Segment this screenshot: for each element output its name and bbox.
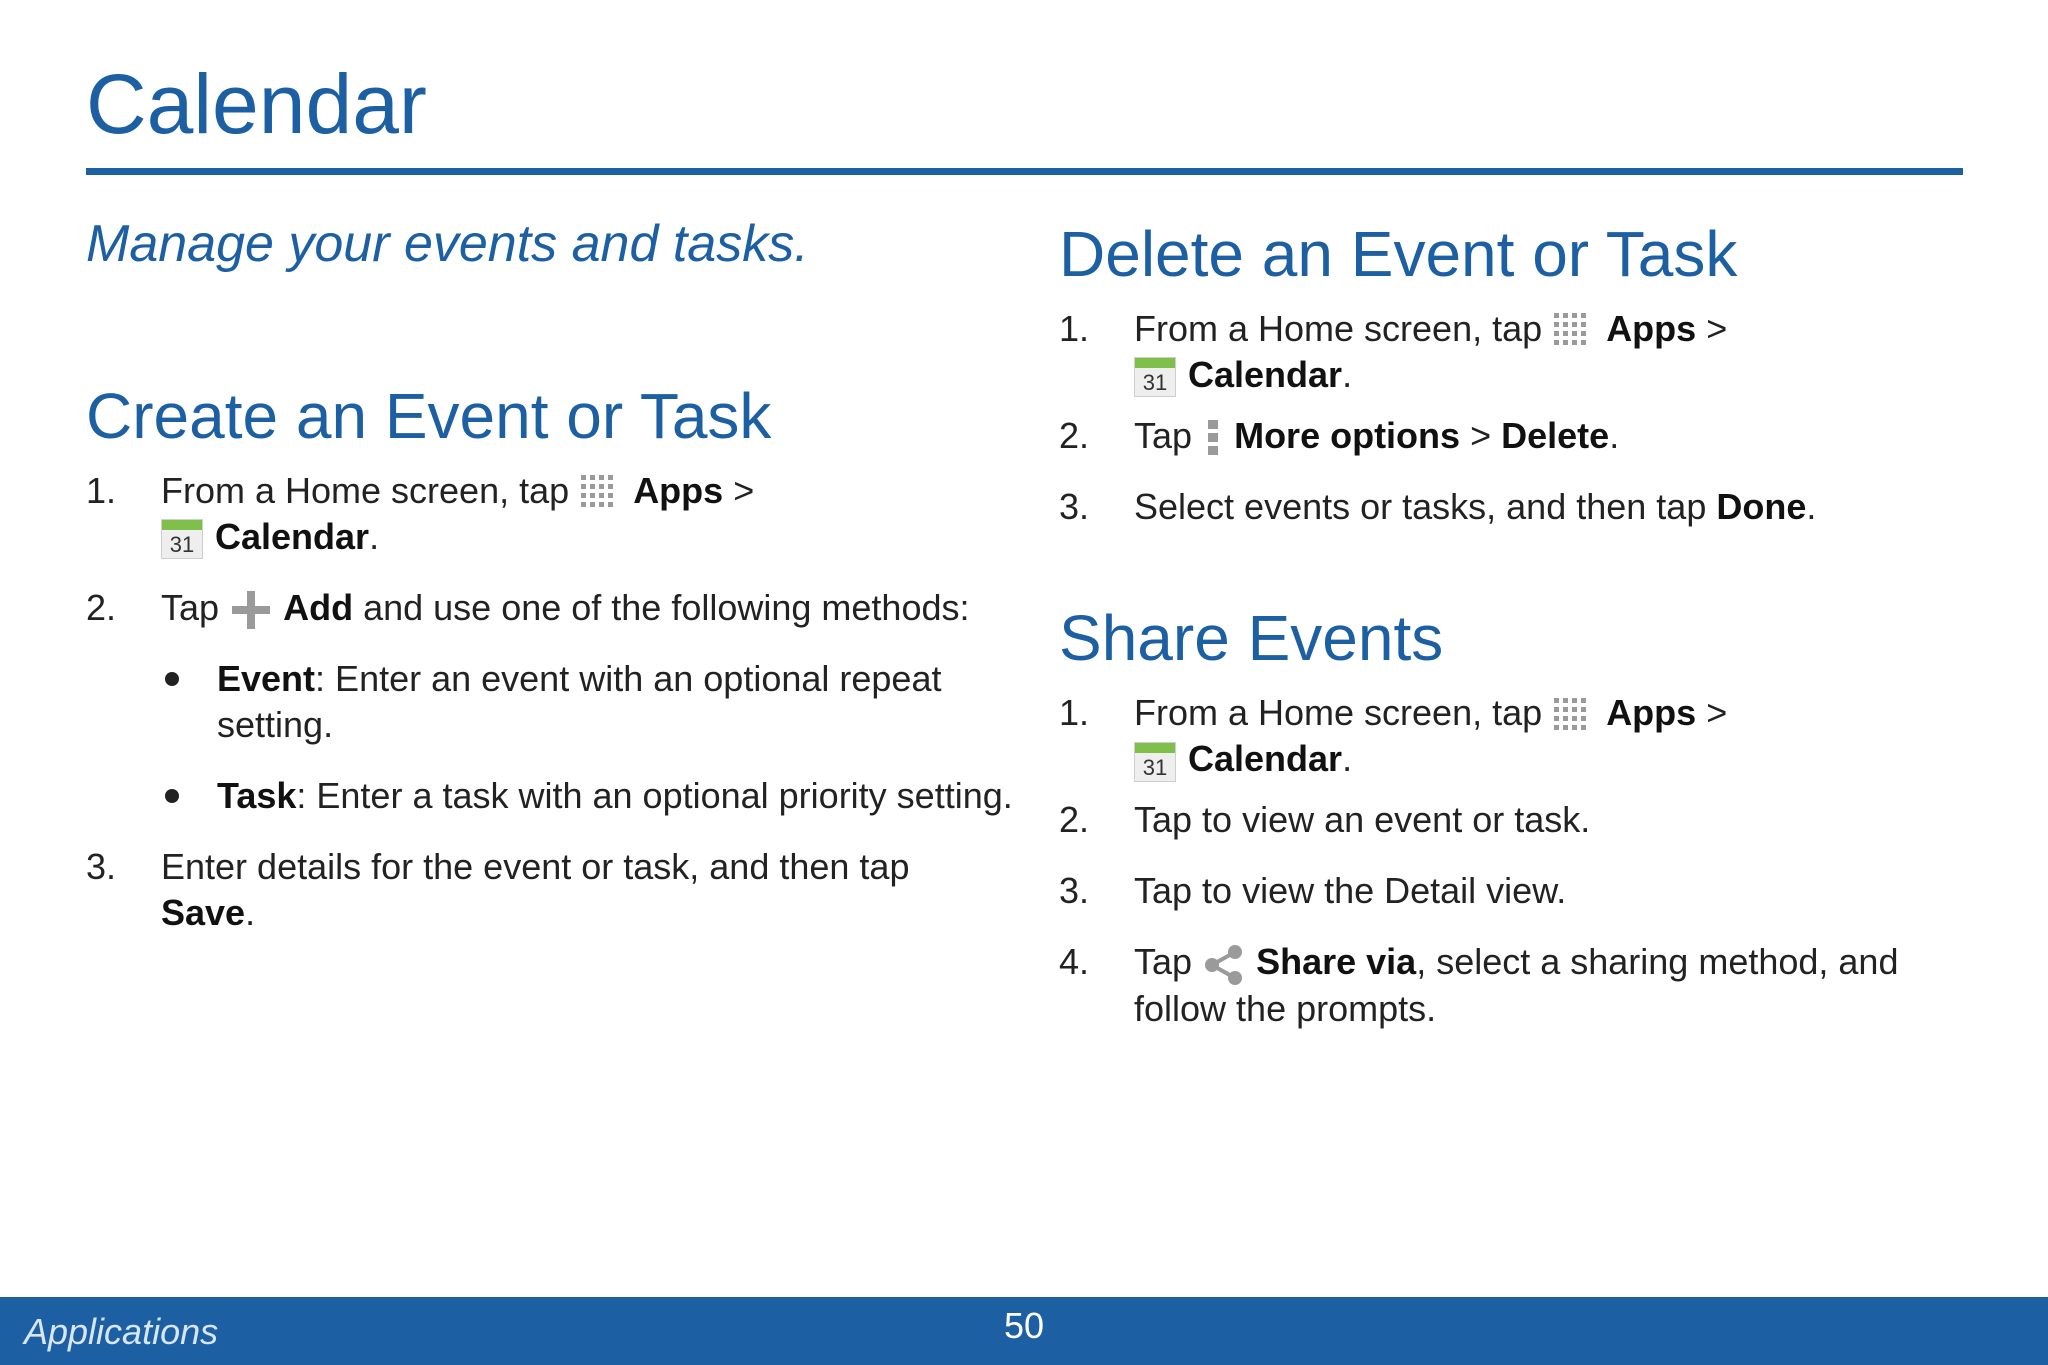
step-number: 3.	[1059, 486, 1090, 528]
create-heading: Create an Event or Task	[86, 380, 772, 452]
calendar-icon: 31	[161, 519, 203, 559]
footer-bar	[0, 1297, 2048, 1365]
share-step-3: 3. Tap to view the Detail view.	[1059, 868, 1959, 914]
done-label: Done	[1716, 486, 1807, 528]
add-label: Add	[283, 587, 354, 628]
share-icon	[1202, 944, 1246, 986]
apps-label: Apps	[633, 470, 724, 511]
step-number: 2.	[1059, 799, 1090, 841]
delete-step-3: 3. Select events or tasks, and then tap Done.	[1059, 484, 1959, 530]
list-item: Event: Enter an event with an optional repeat setting.	[161, 656, 1016, 748]
delete-step-1: 1. From a Home screen, tap Apps > 31 Calendar.	[1059, 308, 1728, 396]
step-number: 1.	[1059, 308, 1090, 349]
title-divider	[86, 168, 1963, 175]
share-via-label: Share via	[1256, 941, 1417, 983]
step-number: 1.	[86, 470, 117, 511]
bullet-dot	[165, 789, 179, 803]
delete-step-2: 2. Tap More options > Delete.	[1059, 413, 1959, 459]
bullet-dot	[165, 672, 179, 686]
page-number: 50	[1003, 1305, 1045, 1346]
right-column	[1059, 210, 1959, 1032]
apps-grid-icon	[1552, 696, 1596, 736]
share-heading: Share Events	[1059, 602, 1444, 675]
create-step-3: 3. Enter details for the event or task, and then tap Save.	[86, 846, 910, 934]
delete-steps	[1059, 306, 1959, 530]
delete-heading: Delete an Event or Task	[1059, 218, 1738, 290]
create-step-2: 2. Tap Add and use one of the following methods: Event: Enter an event with an optional repeat setting. Task: Enter a task with an optional priority setting.	[86, 585, 1016, 819]
step-number: 2.	[1059, 415, 1090, 456]
page-title: Calendar	[86, 57, 427, 151]
tagline: Manage your events and tasks.	[86, 215, 809, 273]
apps-grid-icon	[579, 473, 623, 513]
step-number: 2.	[86, 587, 117, 628]
left-column	[86, 210, 1016, 936]
plus-icon	[229, 589, 273, 631]
apps-label: Apps	[1606, 308, 1697, 349]
save-label: Save	[161, 892, 246, 934]
footer-section-label: Applications	[24, 1311, 219, 1352]
apps-label: Apps	[1606, 692, 1697, 734]
list-item: Task: Enter a task with an optional priority setting.	[161, 773, 1016, 819]
calendar-label: Calendar	[1188, 738, 1343, 780]
create-step-1: 1. From a Home screen, tap Apps > 31 Calendar.	[86, 470, 755, 558]
share-step-1: 1. From a Home screen, tap Apps > 31 Calendar.	[1059, 692, 1728, 780]
step-number: 4.	[1059, 941, 1090, 983]
share-step-4: 4. Tap Share via, select a sharing method, and follow the prompts.	[1059, 941, 1899, 1029]
share-step-2: 2. Tap to view an event or task.	[1059, 797, 1959, 843]
calendar-icon: 31	[1134, 357, 1176, 397]
more-options-label: More options	[1234, 415, 1461, 456]
step-number: 1.	[1059, 692, 1090, 734]
delete-label: Delete	[1501, 415, 1610, 456]
create-steps	[86, 468, 1016, 936]
calendar-label: Calendar	[215, 516, 370, 557]
calendar-icon: 31	[1134, 742, 1176, 782]
more-options-icon	[1202, 417, 1224, 459]
share-steps	[1059, 690, 1959, 1031]
apps-grid-icon	[1552, 311, 1596, 351]
step-number: 3.	[86, 846, 117, 888]
method-list	[161, 656, 1016, 819]
step-number: 3.	[1059, 870, 1090, 912]
calendar-label: Calendar	[1188, 354, 1343, 395]
